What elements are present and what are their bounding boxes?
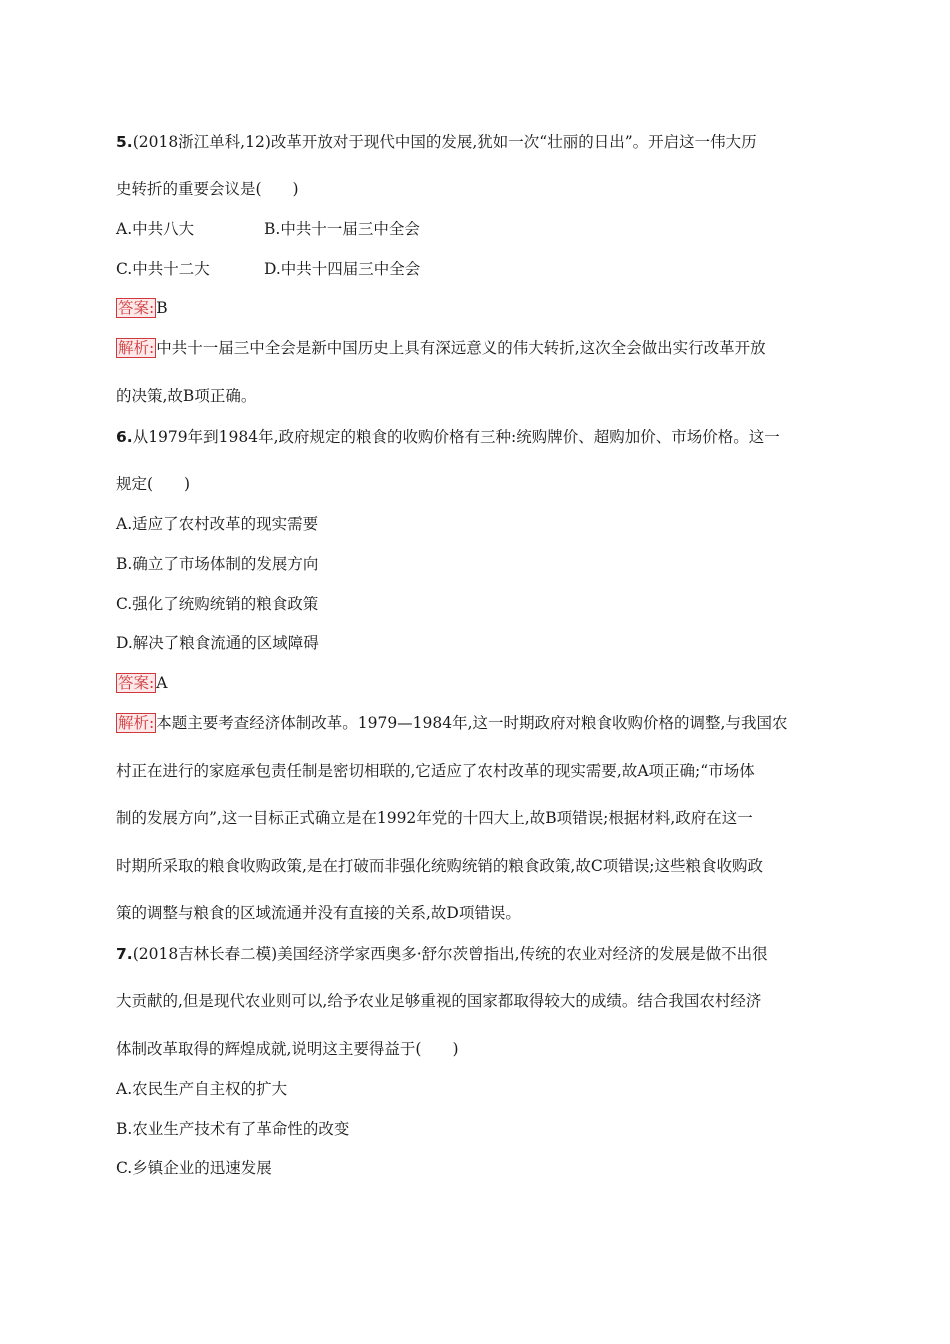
q6-answer [116,673,167,693]
q5-stem-text-1: (2018浙江单科,12)改革开放对于现代中国的发展,犹如一次“壮丽的日出”。开启这一伟大历 [132,133,757,151]
q6-stem-line-2: 规定( ) [116,475,191,493]
q5-answer [116,298,168,318]
q5-answer-value: B [156,299,168,317]
q5-analysis-line-1 [116,338,766,358]
q5-option-d: D.中共十四届三中全会 [264,260,421,278]
q5-option-c: C.中共十二大 [116,260,210,278]
q6-analysis-tag: 解析: [118,714,155,732]
q6-answer-value: A [156,674,168,692]
q7-option-c: C.乡镇企业的迅速发展 [116,1159,272,1177]
q6-option-b: B.确立了市场体制的发展方向 [116,555,319,573]
q5-option-b: B.中共十一届三中全会 [264,220,420,238]
q5-analysis-text-1: 中共十一届三中全会是新中国历史上具有深远意义的伟大转折,这次全会做出实行改革开放 [156,339,766,357]
q5-option-a: A.中共八大 [116,220,195,238]
q5-stem-line-2: 史转折的重要会议是( ) [116,180,299,198]
q7-option-b: B.农业生产技术有了革命性的改变 [116,1120,350,1138]
q5-analysis-line-2: 的决策,故B项正确。 [116,387,257,405]
q6-stem-line-1 [116,427,780,447]
q6-stem-text-1: 从1979年到1984年,政府规定的粮食的收购价格有三种:统购牌价、超购加价、市场价格。这一 [132,428,780,446]
q7-stem-line-1 [116,944,768,964]
q6-analysis-line-4: 时期所采取的粮食收购政策,是在打破而非强化统购统销的粮食政策,故C项错误;这些粮食收购政 [116,857,763,875]
q6-answer-tag: 答案: [118,674,155,692]
q7-stem-line-3: 体制改革取得的辉煌成就,说明这主要得益于( ) [116,1040,459,1058]
q6-analysis-line-3: 制的发展方向”,这一目标正式确立是在1992年党的十四大上,故B项错误;根据材料,政府在这一 [116,809,753,827]
q7-stem-text-1: (2018吉林长春二模)美国经济学家西奥多·舒尔茨曾指出,传统的农业对经济的发展是做不出很 [132,945,768,963]
q6-option-d: D.解决了粮食流通的区域障碍 [116,634,319,652]
q7-stem-line-2: 大贡献的,但是现代农业则可以,给予农业足够重视的国家都取得较大的成绩。结合我国农村经济 [116,992,762,1010]
q6-option-c: C.强化了统购统销的粮食政策 [116,595,319,613]
q7-option-a: A.农民生产自主权的扩大 [116,1080,288,1098]
q5-options-row-2 [116,259,421,279]
q7-number: 7. [116,945,133,963]
q6-analysis-line-5: 策的调整与粮食的区域流通并没有直接的关系,故D项错误。 [116,904,521,922]
q5-stem-line-1 [116,132,757,152]
q6-analysis-text-1: 本题主要考查经济体制改革。1979—1984年,这一时期政府对粮食收购价格的调整,与我国农 [156,714,788,732]
q5-options-row-1 [116,219,420,239]
q5-number: 5. [116,133,133,151]
q6-analysis-line-1 [116,713,787,733]
q6-number: 6. [116,428,133,446]
q6-analysis-line-2: 村正在进行的家庭承包责任制是密切相联的,它适应了农村改革的现实需要,故A项正确;“市场体 [116,762,755,780]
q6-option-a: A.适应了农村改革的现实需要 [116,515,319,533]
q5-answer-tag: 答案: [118,299,155,317]
q5-analysis-tag: 解析: [118,339,155,357]
